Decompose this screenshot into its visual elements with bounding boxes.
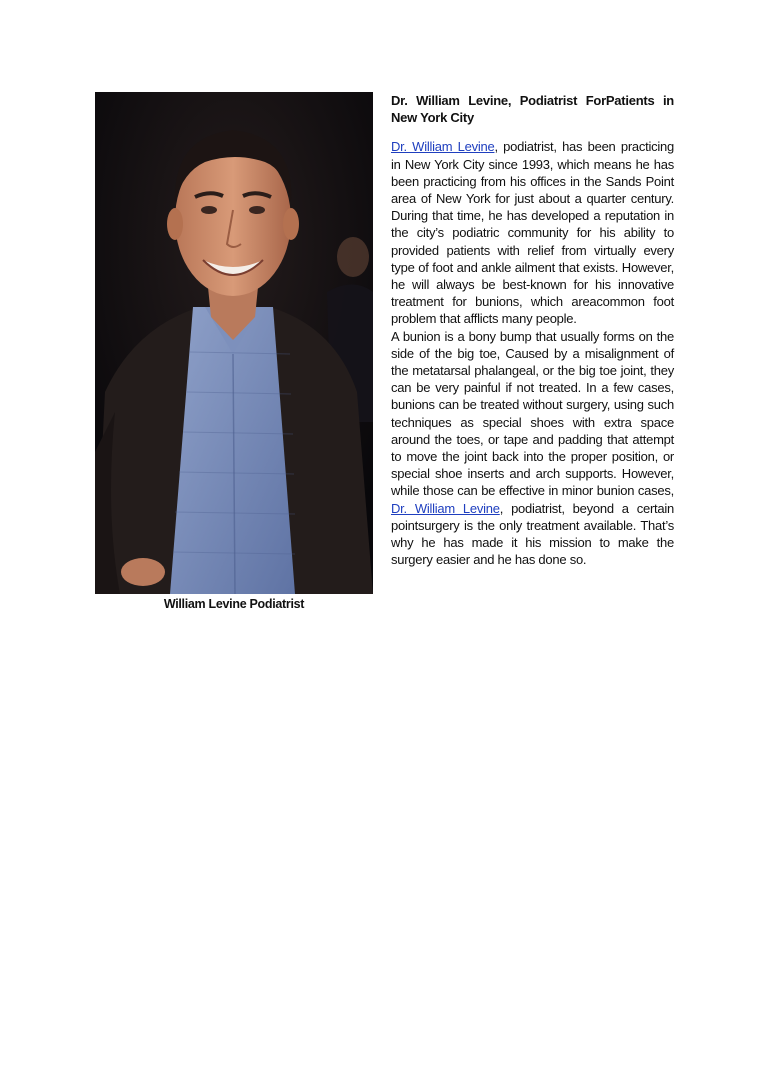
photo-caption: William Levine Podiatrist xyxy=(163,597,305,611)
article-title: Dr. William Levine, Podiatrist ForPatients in New York City xyxy=(391,93,674,126)
article xyxy=(391,92,674,568)
paragraph-bunion xyxy=(391,328,674,569)
paragraph-intro-text: , podiatrist, has been practicing in New York City since 1993, which means he has been practicing from his offices in the Sands Point area of New York for just about a quarter century. During that time, he has developed a reputation in the city’s podiatric community for his ability to provided patients with relief from virtually every type of foot and ankle ailment that exists. However, he will always be best-known for his innovative treatment for bunions, which areacommon foot problem that afflicts many people. xyxy=(391,139,674,327)
doctor-link[interactable]: Dr. William Levine xyxy=(391,139,495,155)
portrait-illustration xyxy=(95,92,373,594)
doctor-link-2[interactable]: Dr. William Levine xyxy=(391,500,500,516)
portrait-photo xyxy=(95,92,373,594)
paragraph-intro xyxy=(391,138,674,327)
paragraph-bunion-text-after: , podiatrist, beyond a certain pointsurgery is the only treatment available. That’s why he has made it his mission to make the surgery easier and he has done so. xyxy=(391,500,674,568)
paragraph-bunion-text-before: A bunion is a bony bump that usually forms on the side of the big toe, Caused by a misalignment of the metatarsal phalangeal, or the big toe joint, they can be very painful if not treated. In a few cases, bunions can be treated without surgery, using such techniques as special shoes with extra space around the toes, or tape and padding that attempt to move the joint back into the proper position, or special shoe inserts and arch supports. However, while those can be effective in minor bunion cases, xyxy=(391,328,674,499)
